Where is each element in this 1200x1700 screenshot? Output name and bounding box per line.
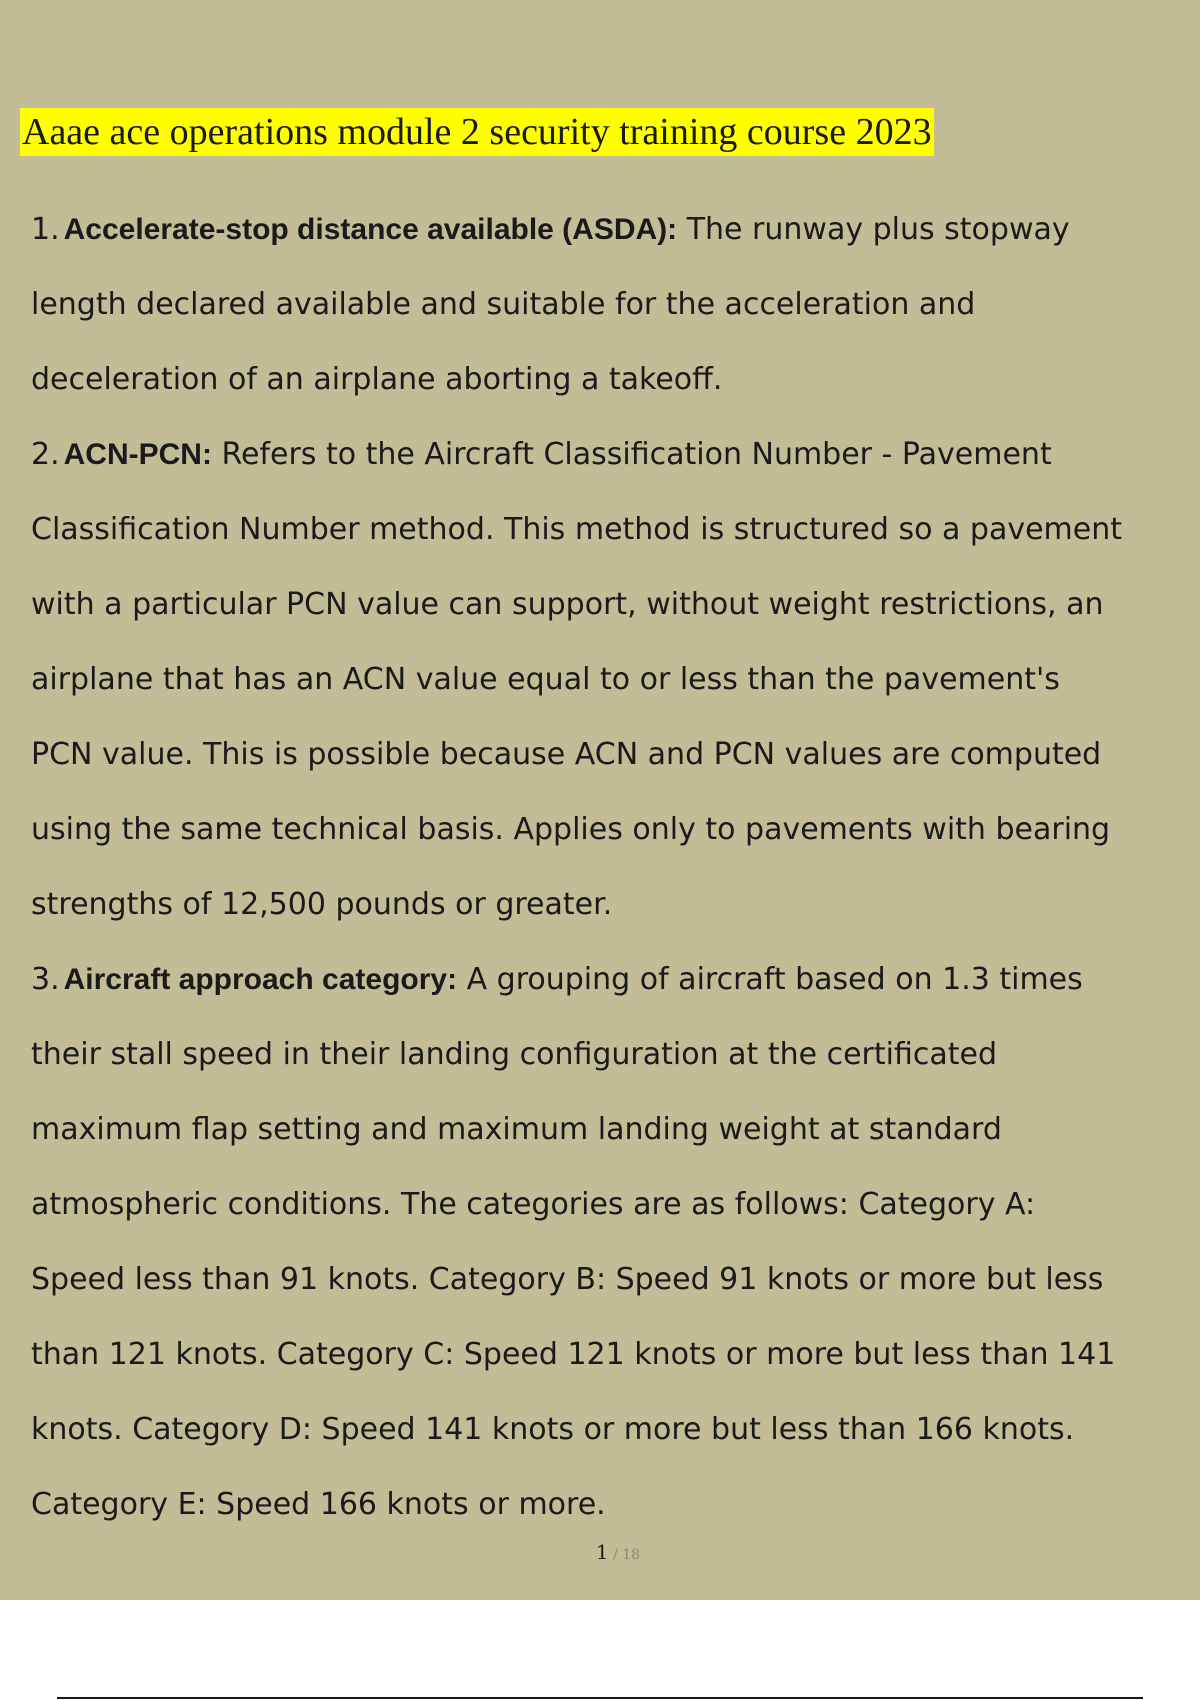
entry-line: Category E: Speed 166 knots or more. — [31, 1487, 606, 1522]
entry-text: A grouping of aircraft based on 1.3 times — [457, 962, 1083, 997]
entry-line: atmospheric conditions. The categories are as follows: Category A: — [31, 1187, 1036, 1222]
entry-text: Refers to the Aircraft Classification Number - Pavement — [211, 437, 1052, 472]
entry-line: maximum flap setting and maximum landing weight at standard — [31, 1112, 1002, 1147]
entry-line: length declared available and suitable for the acceleration and — [31, 287, 976, 322]
entry-line: their stall speed in their landing configuration at the certificated — [31, 1037, 998, 1072]
entry-line — [31, 192, 1200, 267]
entry-line: PCN value. This is possible because ACN and PCN values are computed — [31, 737, 1102, 772]
entry-number: 2. — [31, 437, 60, 472]
entry-line: Speed less than 91 knots. Category B: Speed 91 knots or more but less — [31, 1262, 1104, 1297]
entry-line: Classification Number method. This method is structured so a pavement — [31, 512, 1123, 547]
page-separator: / — [608, 1547, 623, 1563]
entry-text: The runway plus stopway — [677, 212, 1070, 247]
entry-line — [31, 942, 1200, 1017]
entry-line: using the same technical basis. Applies only to pavements with bearing — [31, 812, 1111, 847]
entry-line: knots. Category D: Speed 141 knots or more but less than 166 knots. — [31, 1412, 1075, 1447]
entry-term: Aircraft approach category: — [63, 963, 458, 996]
entry-number: 3. — [31, 962, 60, 997]
page-indicator — [0, 1540, 1200, 1564]
document-title: Aaae ace operations module 2 security training course 2023 — [20, 108, 934, 156]
entry-line — [31, 417, 1200, 492]
entry-line: than 121 knots. Category C: Speed 121 knots or more but less than 141 — [31, 1337, 1116, 1372]
current-page: 1 — [595, 1540, 609, 1564]
entry-line: with a particular PCN value can support, without weight restrictions, an — [31, 587, 1104, 622]
entry-term: ACN-PCN: — [63, 438, 212, 471]
glossary-entry — [31, 942, 1200, 1542]
glossary-content — [31, 192, 1200, 1542]
page-divider — [57, 1697, 1143, 1699]
entry-line: airplane that has an ACN value equal to or less than the pavement's — [31, 662, 1060, 697]
entry-number: 1. — [31, 212, 60, 247]
glossary-entry — [31, 192, 1200, 417]
glossary-entry — [31, 417, 1200, 942]
total-pages: 18 — [622, 1547, 641, 1563]
entry-term: Accelerate-stop distance available (ASDA): — [63, 213, 678, 246]
entry-line: strengths of 12,500 pounds or greater. — [31, 887, 613, 922]
entry-line: deceleration of an airplane aborting a takeoff. — [31, 362, 723, 397]
